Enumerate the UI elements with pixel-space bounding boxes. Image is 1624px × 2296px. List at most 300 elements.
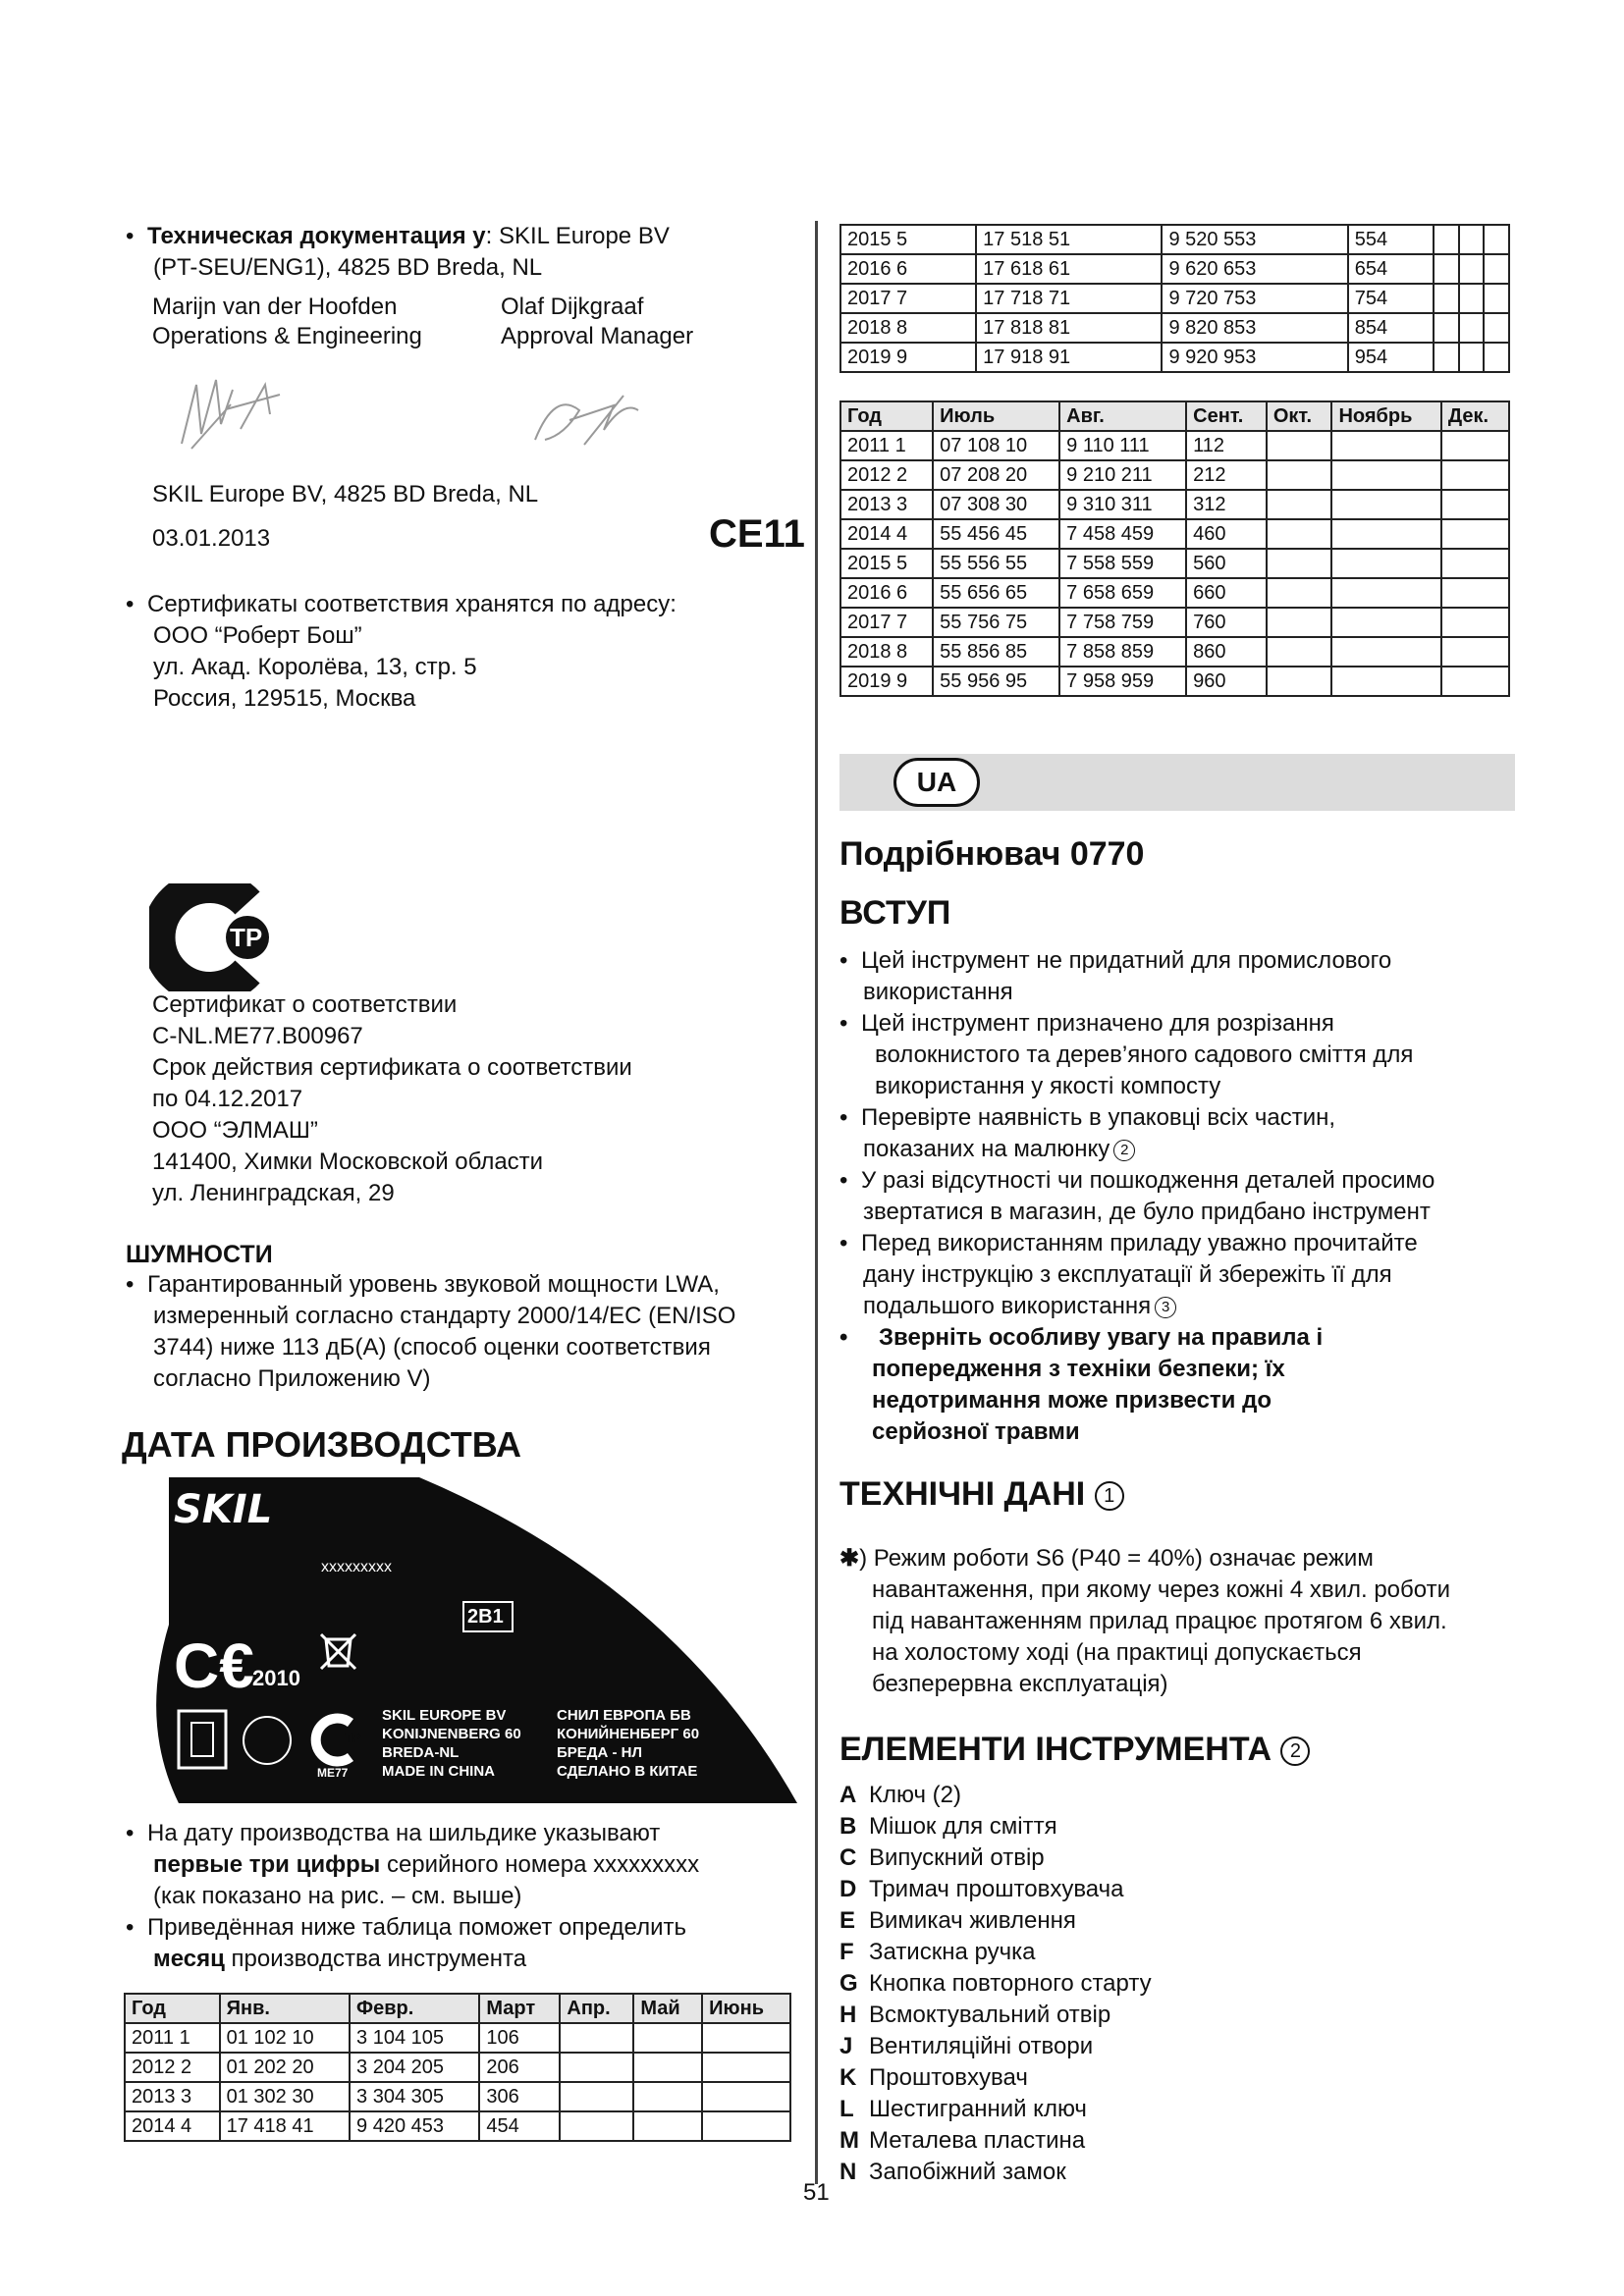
table-cell: 2011 1	[840, 431, 933, 460]
plate-address-line: БРЕДА - НЛ	[557, 1744, 642, 1761]
table-cell	[1267, 667, 1332, 696]
table-header-cell: Окт.	[1267, 401, 1332, 431]
plate-serial: xxxxxxxxx	[321, 1559, 392, 1575]
table-cell	[1459, 254, 1485, 284]
tech-note-line: під навантаженням прилад працює протягом 6 хвил.	[872, 1608, 1447, 1634]
element-key: C	[839, 1844, 857, 1871]
cert-line: C-NL.ME77.B00967	[152, 1023, 363, 1049]
eac-logo	[149, 883, 282, 991]
table-cell: 454	[479, 2111, 560, 2141]
table-cell: 55 556 55	[933, 549, 1059, 578]
table-cell	[633, 2023, 702, 2053]
elements-list	[839, 1780, 1152, 2188]
table-cell: 9 720 753	[1162, 284, 1347, 313]
table-cell: 3 204 205	[350, 2053, 479, 2082]
certs-line: ООО “Роберт Бош”	[153, 622, 362, 649]
table-cell	[1459, 313, 1485, 343]
column-divider	[815, 221, 818, 2184]
table-header-cell: Июль	[933, 401, 1059, 431]
plate-address-line: СДЕЛАНО В КИТАЕ	[557, 1763, 698, 1780]
table-header-cell: Май	[633, 1994, 702, 2023]
intro-line: подальшого використання	[863, 1293, 1152, 1319]
element-key: B	[839, 1813, 857, 1840]
plate-address-line: BREDA-NL	[382, 1744, 460, 1761]
elements-heading-text: ЕЛЕМЕНТИ ІНСТРУМЕНТА	[839, 1731, 1272, 1768]
element-item	[839, 1874, 1152, 1905]
element-key: E	[839, 1907, 856, 1934]
plate-address-en	[382, 1706, 521, 1781]
table-cell	[1484, 254, 1509, 284]
noise-line: Гарантированный уровень звуковой мощности LWA,	[147, 1271, 720, 1298]
intro-warning-line: недотримання може призвести до	[872, 1387, 1272, 1414]
page-number: 51	[803, 2179, 830, 2206]
table-cell: 954	[1348, 343, 1434, 372]
element-item	[839, 2125, 1152, 2157]
table-cell	[1441, 460, 1509, 490]
tech-doc-label: Техническая документация у	[147, 223, 486, 249]
intro-line: дану інструкцію з експлуатації й збережіть її для	[863, 1261, 1392, 1288]
table-row	[840, 225, 1509, 254]
table-cell: 2016 6	[840, 254, 976, 284]
table-cell	[1459, 343, 1485, 372]
table-cell	[702, 2023, 790, 2053]
table-cell	[1441, 431, 1509, 460]
rating-plate	[125, 1477, 797, 1803]
element-key: F	[839, 1939, 854, 1965]
plate-eac-text: ТР	[345, 1731, 361, 1745]
table-cell	[1441, 637, 1509, 667]
element-key: D	[839, 1876, 857, 1902]
plate-address-line: MADE IN CHINA	[382, 1763, 495, 1780]
plate-note-bold: первые три цифры	[153, 1851, 381, 1878]
signatory-name: Marijn van der Hoofden	[152, 294, 398, 320]
cert-line: Срок действия сертификата о соответствии	[152, 1054, 632, 1081]
table-row	[840, 519, 1509, 549]
production-month-table-1-continued	[839, 224, 1510, 373]
table-cell	[1331, 667, 1440, 696]
table-cell: 2016 6	[840, 578, 933, 608]
table-cell: 55 856 85	[933, 637, 1059, 667]
tech-doc-line2: (PT-SEU/ENG1), 4825 BD Breda, NL	[153, 254, 543, 281]
element-item	[839, 2094, 1152, 2125]
tech-note	[839, 1543, 1450, 1700]
tech-heading	[839, 1472, 1124, 1516]
plate-note-rest: серийного номера xxxxxxxxx	[380, 1851, 700, 1878]
table-cell: 17 718 71	[976, 284, 1162, 313]
table-cell	[1434, 284, 1459, 313]
cert-line: Сертификат о соответствии	[152, 991, 458, 1018]
tech-note-line: безперервна експлуатація)	[872, 1671, 1168, 1697]
table-cell: 2019 9	[840, 343, 976, 372]
signature-1-image	[172, 365, 299, 458]
element-item	[839, 1968, 1152, 2000]
table-cell: 654	[1348, 254, 1434, 284]
cert-line: по 04.12.2017	[152, 1086, 303, 1112]
table-cell	[560, 2111, 633, 2141]
table-note-l1: Приведённая ниже таблица поможет определить	[147, 1914, 686, 1941]
table-cell: 2017 7	[840, 284, 976, 313]
table-row	[840, 667, 1509, 696]
table-cell: 106	[479, 2023, 560, 2053]
table-cell	[1441, 667, 1509, 696]
table-row	[125, 2053, 790, 2082]
table-cell	[1331, 549, 1440, 578]
element-text: Затискна ручка	[869, 1939, 1036, 1965]
table-header-cell: Год	[125, 1994, 220, 2023]
elements-heading	[839, 1728, 1310, 1771]
element-text: Металева пластина	[869, 2127, 1086, 2154]
lang-bar	[839, 754, 1515, 811]
tech-note-line: на холостому ході (на практиці допускається	[872, 1639, 1362, 1666]
intro-line: Цей інструмент не придатний для промислового	[861, 947, 1392, 974]
intro-line: показаних на малюнку	[863, 1136, 1110, 1162]
table-cell: 9 620 653	[1162, 254, 1347, 284]
tech-figure-ref: 1	[1095, 1481, 1124, 1511]
table-cell: 7 558 559	[1059, 549, 1186, 578]
tech-doc-rest: : SKIL Europe BV	[485, 223, 670, 249]
table-row	[840, 431, 1509, 460]
table-row	[840, 578, 1509, 608]
table-cell	[1441, 549, 1509, 578]
plate-address-line: SKIL EUROPE BV	[382, 1707, 507, 1724]
table-row	[840, 637, 1509, 667]
plate-me-code: ME77	[317, 1766, 349, 1780]
noise-line: 3744) ниже 113 дБ(A) (способ оценки соответствия	[153, 1334, 711, 1361]
cert-line: ООО “ЭЛМАШ”	[152, 1117, 318, 1144]
intro-warning-line: серйозної травми	[872, 1418, 1080, 1445]
table-cell	[1484, 225, 1509, 254]
table-cell	[1331, 637, 1440, 667]
table-cell	[560, 2053, 633, 2082]
table-cell: 07 108 10	[933, 431, 1059, 460]
table-row	[840, 313, 1509, 343]
plate-address-line: KONIJNENBERG 60	[382, 1726, 521, 1742]
element-key: N	[839, 2159, 857, 2185]
table-cell: 2014 4	[125, 2111, 220, 2141]
table-cell: 9 920 953	[1162, 343, 1347, 372]
intro-line: Перевірте наявність в упаковці всіх частин,	[861, 1104, 1336, 1131]
element-item	[839, 1905, 1152, 1937]
table-cell: 7 658 659	[1059, 578, 1186, 608]
noise-heading: ШУМНОСТИ	[126, 1241, 273, 1268]
table-row	[125, 2082, 790, 2111]
table-cell	[702, 2111, 790, 2141]
table-cell	[1331, 431, 1440, 460]
plate-address-ru	[557, 1706, 699, 1781]
table-cell	[1267, 519, 1332, 549]
cert-line: 141400, Химки Московской области	[152, 1148, 544, 1175]
table-row	[840, 608, 1509, 637]
table-header-cell: Авг.	[1059, 401, 1186, 431]
intro-heading: ВСТУП	[839, 894, 951, 932]
table-row	[125, 2023, 790, 2053]
product-title: Подрібнювач 0770	[839, 835, 1145, 873]
table-cell: 660	[1186, 578, 1267, 608]
intro-line: Цей інструмент призначено для розрізання	[861, 1010, 1334, 1037]
intro-line: У разі відсутності чи пошкодження деталей просимо	[861, 1167, 1435, 1194]
table-cell: 860	[1186, 637, 1267, 667]
element-key: H	[839, 2002, 857, 2028]
table-cell	[633, 2082, 702, 2111]
table-cell: 754	[1348, 284, 1434, 313]
table-header-cell: Сент.	[1186, 401, 1267, 431]
table-cell: 2013 3	[125, 2082, 220, 2111]
tech-heading-text: ТЕХНІЧНІ ДАНІ	[839, 1475, 1086, 1513]
table-cell	[1267, 578, 1332, 608]
table-cell: 01 302 30	[220, 2082, 350, 2111]
cert-block	[152, 989, 632, 1209]
table-cell: 55 756 75	[933, 608, 1059, 637]
table-cell: 2012 2	[840, 460, 933, 490]
element-item	[839, 1811, 1152, 1842]
table-cell: 17 818 81	[976, 313, 1162, 343]
table-header-cell: Апр.	[560, 1994, 633, 2023]
table-cell: 854	[1348, 313, 1434, 343]
element-text: Кнопка повторного старту	[869, 1970, 1152, 1997]
figure-ref: 3	[1155, 1297, 1176, 1318]
certs-storage-block: • Сертификаты соответствия хранятся по адресу: ООО “Роберт Бош” ул. Акад. Королёва, 13, стр. 5 Россия, 129515, Москва	[126, 589, 677, 715]
tech-doc-block: • Техническая документация у: SKIL Europe BV (PT-SEU/ENG1), 4825 BD Breda, NL	[126, 221, 670, 284]
signatory-1	[152, 293, 422, 351]
table-cell	[1267, 460, 1332, 490]
table-cell	[1441, 519, 1509, 549]
table-cell	[1267, 637, 1332, 667]
table-cell: 9 110 111	[1059, 431, 1186, 460]
element-item	[839, 1937, 1152, 1968]
table-cell: 9 210 211	[1059, 460, 1186, 490]
table-header-cell: Февр.	[350, 1994, 479, 2023]
table-cell	[1331, 578, 1440, 608]
table-row	[840, 490, 1509, 519]
table-note-bold: месяц	[153, 1946, 225, 1972]
plate-note-l1: На дату производства на шильдике указывают	[147, 1820, 661, 1846]
intro-line: волокнистого та дерев’яного садового сміття для	[875, 1041, 1414, 1068]
element-item	[839, 2157, 1152, 2188]
noise-line: измеренный согласно стандарту 2000/14/EC (EN/ISO	[153, 1303, 736, 1329]
plate-year: 2010	[252, 1666, 300, 1690]
element-text: Вентиляційні отвори	[869, 2033, 1094, 2059]
table-cell: 17 618 61	[976, 254, 1162, 284]
element-key: K	[839, 2064, 857, 2091]
signatory-name: Olaf Dijkgraaf	[501, 294, 644, 320]
table-cell	[702, 2053, 790, 2082]
signatory-role: Approval Manager	[501, 323, 694, 349]
table-cell	[702, 2082, 790, 2111]
plate-note: • На дату производства на шильдике указывают первые три цифры серийного номера xxxxxxxxx (как показано на рис. – см. выше) • Приведённая ниже таблица поможет определить месяц производства инструмента	[126, 1820, 700, 1972]
element-item	[839, 2062, 1152, 2094]
element-text: Шестигранний ключ	[869, 2096, 1087, 2122]
table-cell: 460	[1186, 519, 1267, 549]
table-cell	[1459, 284, 1485, 313]
element-text: Вимикач живлення	[869, 1907, 1076, 1934]
signatory-role: Operations & Engineering	[152, 323, 422, 349]
intro-warning-line: попередження з техніки безпеки; їх	[872, 1356, 1285, 1382]
table-header-row	[840, 401, 1509, 431]
table-note-rest: производства инструмента	[224, 1946, 527, 1972]
table-cell	[1331, 608, 1440, 637]
table-header-cell: Ноябрь	[1331, 401, 1440, 431]
table-header-cell: Июнь	[702, 1994, 790, 2023]
table-cell	[633, 2111, 702, 2141]
table-cell: 07 208 20	[933, 460, 1059, 490]
table-cell: 2012 2	[125, 2053, 220, 2082]
table-cell: 55 656 65	[933, 578, 1059, 608]
table-cell: 3 304 305	[350, 2082, 479, 2111]
table-cell	[1441, 578, 1509, 608]
table-cell: 2018 8	[840, 313, 976, 343]
table-cell: 2011 1	[125, 2023, 220, 2053]
element-text: Мішок для сміття	[869, 1813, 1057, 1840]
table-row	[840, 549, 1509, 578]
plate-note-l3: (как показано на рис. – см. выше)	[153, 1883, 522, 1909]
lang-badge: UA	[893, 758, 980, 807]
table-cell: 17 518 51	[976, 225, 1162, 254]
plate-code: 2B1	[467, 1606, 504, 1628]
table-cell: 2013 3	[840, 490, 933, 519]
table-cell: 7 858 859	[1059, 637, 1186, 667]
table-cell	[560, 2023, 633, 2053]
table-header-cell: Год	[840, 401, 933, 431]
table-cell: 2019 9	[840, 667, 933, 696]
table-header-cell: Март	[479, 1994, 560, 2023]
table-cell: 07 308 30	[933, 490, 1059, 519]
table-cell: 7 758 759	[1059, 608, 1186, 637]
date: 03.01.2013	[152, 525, 271, 552]
table-cell	[1331, 460, 1440, 490]
table-cell	[1331, 490, 1440, 519]
table-row	[840, 284, 1509, 313]
table-cell: 9 310 311	[1059, 490, 1186, 519]
table-cell: 55 456 45	[933, 519, 1059, 549]
eac-logo-text: ТР	[230, 923, 263, 952]
table-cell: 560	[1186, 549, 1267, 578]
element-item	[839, 2031, 1152, 2062]
ce-mark: CE11	[709, 512, 805, 556]
tech-note-mark: ✱	[839, 1545, 860, 1572]
table-cell	[1484, 313, 1509, 343]
plate-ce-mark: C€	[174, 1630, 254, 1701]
signatory-2	[501, 293, 693, 351]
plate-address-line: КОНИЙНЕНБЕРГ 60	[557, 1726, 700, 1742]
element-key: M	[839, 2127, 859, 2154]
table-cell: 9 820 853	[1162, 313, 1347, 343]
table-row	[840, 460, 1509, 490]
intro-line: Перед використанням приладу уважно прочитайте	[861, 1230, 1418, 1256]
table-cell: 960	[1186, 667, 1267, 696]
table-cell	[1484, 284, 1509, 313]
signature-2-image	[525, 381, 653, 454]
certs-line: Россия, 129515, Москва	[153, 685, 416, 712]
company-line: SKIL Europe BV, 4825 BD Breda, NL	[152, 481, 539, 507]
intro-line: звертатися в магазин, де було придбано інструмент	[863, 1199, 1431, 1225]
intro-list: • Цей інструмент не придатний для промислового використання • Цей інструмент призначено для розрізання волокнистого та дерев’яного садового сміття для використання у якості компосту • Перевірте наявність в упаковці всіх частин, показаних на малюнку 2 • У разі відсутності чи пошкодження деталей просимо звертатися в магазин, де було придбано інструмент • Перед використанням приладу уважно прочитайте дану інструкцію з експлуатації й збережіть її для подальшого використання 3 • Зверніть особливу увагу на правила і попередження з техніки безпеки; їх недотримання може призвести до серйозної травми	[839, 945, 1435, 1448]
elements-figure-ref: 2	[1280, 1736, 1310, 1766]
table-cell: 9 520 553	[1162, 225, 1347, 254]
table-header-cell: Дек.	[1441, 401, 1509, 431]
table-cell: 2014 4	[840, 519, 933, 549]
production-month-table-1	[124, 1993, 791, 2142]
element-text: Запобіжний замок	[869, 2159, 1066, 2185]
intro-line: використання у якості компосту	[875, 1073, 1221, 1099]
cert-line: ул. Ленинградская, 29	[152, 1180, 395, 1206]
table-cell: 2015 5	[840, 549, 933, 578]
table-cell: 2018 8	[840, 637, 933, 667]
table-cell	[1331, 519, 1440, 549]
tech-note-line: навантаження, при якому через кожні 4 хвил. роботи	[872, 1576, 1450, 1603]
table-cell: 206	[479, 2053, 560, 2082]
table-cell: 17 418 41	[220, 2111, 350, 2141]
table-cell	[1434, 225, 1459, 254]
table-cell	[1267, 431, 1332, 460]
certs-line: ул. Акад. Королёва, 13, стр. 5	[153, 654, 477, 680]
date-heading: ДАТА ПРОИЗВОДСТВА	[122, 1424, 521, 1465]
element-item	[839, 2000, 1152, 2031]
table-cell	[1267, 549, 1332, 578]
table-cell: 3 104 105	[350, 2023, 479, 2053]
table-cell	[1434, 254, 1459, 284]
tech-note-line: ) Режим роботи S6 (P40 = 40%) означає режим	[859, 1545, 1374, 1572]
element-key: A	[839, 1782, 857, 1808]
table-cell	[1434, 313, 1459, 343]
table-cell: 01 102 10	[220, 2023, 350, 2053]
table-cell	[1441, 608, 1509, 637]
table-cell: 7 958 959	[1059, 667, 1186, 696]
table-cell: 2017 7	[840, 608, 933, 637]
table-cell: 2015 5	[840, 225, 976, 254]
table-cell: 55 956 95	[933, 667, 1059, 696]
noise-block: • Гарантированный уровень звуковой мощности LWA, измеренный согласно стандарту 2000/14/EC (EN/ISO 3744) ниже 113 дБ(A) (способ оценки соответствия согласно Приложению V)	[126, 1269, 735, 1395]
certs-line: Сертификаты соответствия хранятся по адресу:	[147, 591, 677, 617]
table-row	[840, 254, 1509, 284]
table-cell	[1484, 343, 1509, 372]
element-text: Тримач проштовхувача	[869, 1876, 1124, 1902]
table-cell	[1267, 490, 1332, 519]
table-header-row	[125, 1994, 790, 2023]
table-cell: 17 918 91	[976, 343, 1162, 372]
table-cell	[1441, 490, 1509, 519]
table-cell: 9 420 453	[350, 2111, 479, 2141]
table-cell	[1434, 343, 1459, 372]
table-cell	[633, 2053, 702, 2082]
intro-line: використання	[863, 979, 1013, 1005]
table-cell: 7 458 459	[1059, 519, 1186, 549]
table-cell: 01 202 20	[220, 2053, 350, 2082]
production-month-table-2	[839, 400, 1510, 697]
table-cell	[1267, 608, 1332, 637]
element-key: G	[839, 1970, 858, 1997]
plate-address-line: СНИЛ ЕВРОПА БВ	[557, 1707, 691, 1724]
table-cell	[560, 2082, 633, 2111]
element-item	[839, 1842, 1152, 1874]
table-cell: 212	[1186, 460, 1267, 490]
element-item	[839, 1780, 1152, 1811]
table-cell: 112	[1186, 431, 1267, 460]
table-cell: 760	[1186, 608, 1267, 637]
table-cell: 554	[1348, 225, 1434, 254]
table-cell: 312	[1186, 490, 1267, 519]
intro-warning-line: Зверніть особливу увагу на правила і	[879, 1324, 1324, 1351]
element-text: Випускний отвір	[869, 1844, 1045, 1871]
element-text: Проштовхувач	[869, 2064, 1028, 2091]
table-header-cell: Янв.	[220, 1994, 350, 2023]
table-cell: 306	[479, 2082, 560, 2111]
element-key: J	[839, 2033, 853, 2059]
element-key: L	[839, 2096, 854, 2122]
table-cell	[1459, 225, 1485, 254]
element-text: Ключ (2)	[869, 1782, 961, 1808]
noise-line: согласно Приложению V)	[153, 1365, 431, 1392]
plate-brand: SKIL	[174, 1487, 273, 1532]
